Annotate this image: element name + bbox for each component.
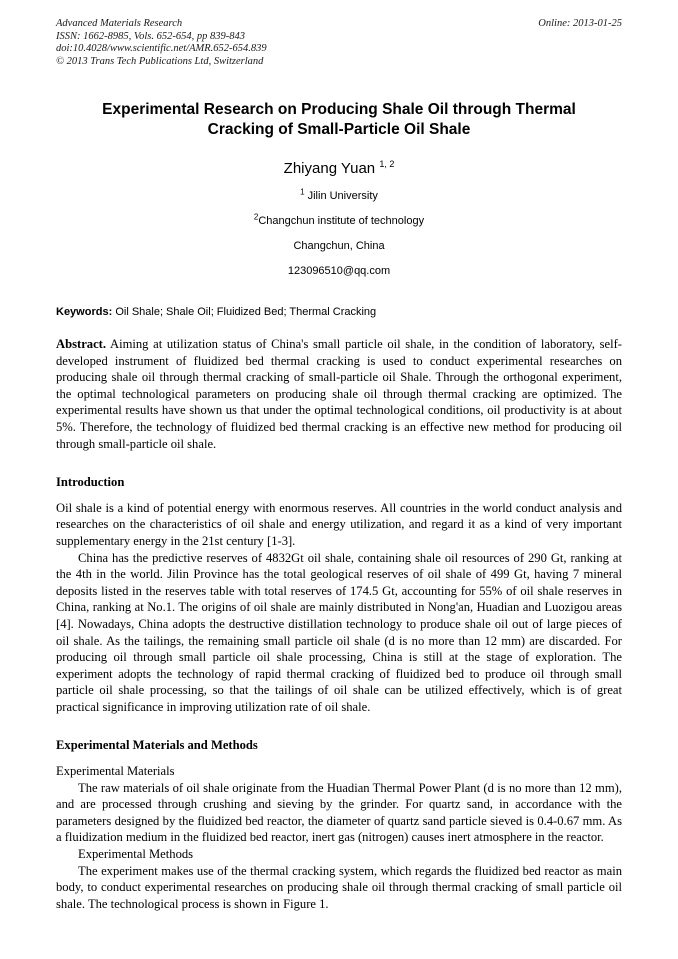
abstract-block [56, 336, 622, 452]
issn-line: ISSN: 1662-8985, Vols. 652-654, pp 839-843 [56, 30, 245, 42]
methods-paragraph-2: The experiment makes use of the thermal cracking system, which regards the fluidized bed reactor as main body, to conduct experimental researches on producing shale oil through thermal cracking of small particle oil shale. The technological process is shown in Figure 1. [56, 863, 622, 911]
journal-header [56, 18, 622, 74]
copyright-line: © 2013 Trans Tech Publications Ltd, Switzerland [56, 55, 264, 67]
affiliation-1-label: Jilin University [307, 190, 378, 202]
author-email: 123096510@qq.com [287, 265, 391, 277]
affiliation-1 [56, 187, 622, 202]
journal-name: Advanced Materials Research [56, 18, 183, 29]
subheading-experimental-methods: Experimental Methods [78, 847, 194, 862]
author-line [56, 160, 622, 177]
affiliation-2 [56, 212, 622, 227]
online-date: Online: 2013-01-25 [538, 18, 622, 29]
affiliation-2-label: Changchun institute of technology [258, 215, 425, 227]
keywords-label: Keywords: [56, 306, 113, 318]
introduction-paragraph-1: Oil shale is a kind of potential energy with enormous reserves. All countries in the world conduct analysis and researches on the characteristics of oil shale and energy utilization, and regard it as a kind of very important supplementary energy in the 21st century [1-3]. [56, 500, 622, 548]
page-content [56, 18, 622, 912]
author-name: Zhiyang Yuan [283, 160, 376, 177]
heading-introduction: Introduction [56, 475, 125, 490]
heading-experimental-materials-and-methods: Experimental Materials and Methods [56, 738, 258, 753]
journal-metadata [56, 18, 456, 68]
subheading-experimental-materials: Experimental Materials [56, 764, 175, 779]
affiliation-2-marker: 2 [253, 212, 259, 222]
methods-paragraph-1: The raw materials of oil shale originate from the Huadian Thermal Power Plant (d is no more than 12 mm), and are processed through crushing and sieving by the grinder. For quartz sand, in accordance with the parameters designed by the fluidized bed reactor, the diameter of quartz sand particle sieved is 0.4-0.67 mm. As a fluidization medium in the fluidized bed reactor, inert gas (nitrogen) causes inert atmosphere in the reactor. [56, 780, 622, 845]
article-title: Experimental Research on Producing Shale Oil through Thermal Cracking of Small-Particle Oil Shale [102, 101, 576, 138]
abstract-label: Abstract. [56, 337, 107, 351]
keywords-values: Oil Shale; Shale Oil; Fluidized Bed; Thermal Cracking [115, 306, 377, 318]
keywords-line [56, 305, 622, 320]
introduction-paragraph-2: China has the predictive reserves of 4832Gt oil shale, containing shale oil resources of 290 Gt, ranking at the 4th in the world. Jilin Province has the total geological reserves of oil shale of 499 Gt, having 7 mineral deposits listed in the reserves table with total reserves of 174.5 Gt, accounting for 55% of oil shale reserves in China, ranking at No.1. The origins of oil shale are mainly distributed in Nong'an, Huadian and Luozigou areas [4]. Nowadays, China adopts the destructive distillation technology to produce shale oil out of large pieces of oil shale. As the tailings, the remaining small particle oil shale (d is no more than 12 mm) are discarded. For producing oil through small particle oil shale processing, China is still at the stage of exploration. The experiment adopts the technology of rapid thermal cracking of fluidized bed to produce oil through small particle oil shale processing, so that the tailings of oil shale can be utilized effectively, which is of great practical significance in improving utilization rate of oil shale. [56, 550, 622, 714]
doi-line: doi:10.4028/www.scientific.net/AMR.652-654.839 [56, 43, 267, 55]
affiliation-1-marker: 1 [300, 187, 305, 197]
author-city: Changchun, China [293, 240, 385, 252]
abstract-text: Aiming at utilization status of China's small particle oil shale, in the condition of laboratory, self-developed instrument of fluidized bed thermal cracking is used to conduct experimental researches on producing shale oil through thermal cracking of small-particle oil Shale. Through the orthogonal experiment, the optimal technological parameters on producing shale oil through thermal cracking are optimized. The experimental results have shown us that under the optimal technological conditions, oil productivity is at about 5%. Therefore, the technology of fluidized bed thermal cracking is an effective new method for producing oil through small-particle oil shale. [56, 337, 622, 451]
author-affiliation-markers: 1, 2 [379, 159, 395, 169]
